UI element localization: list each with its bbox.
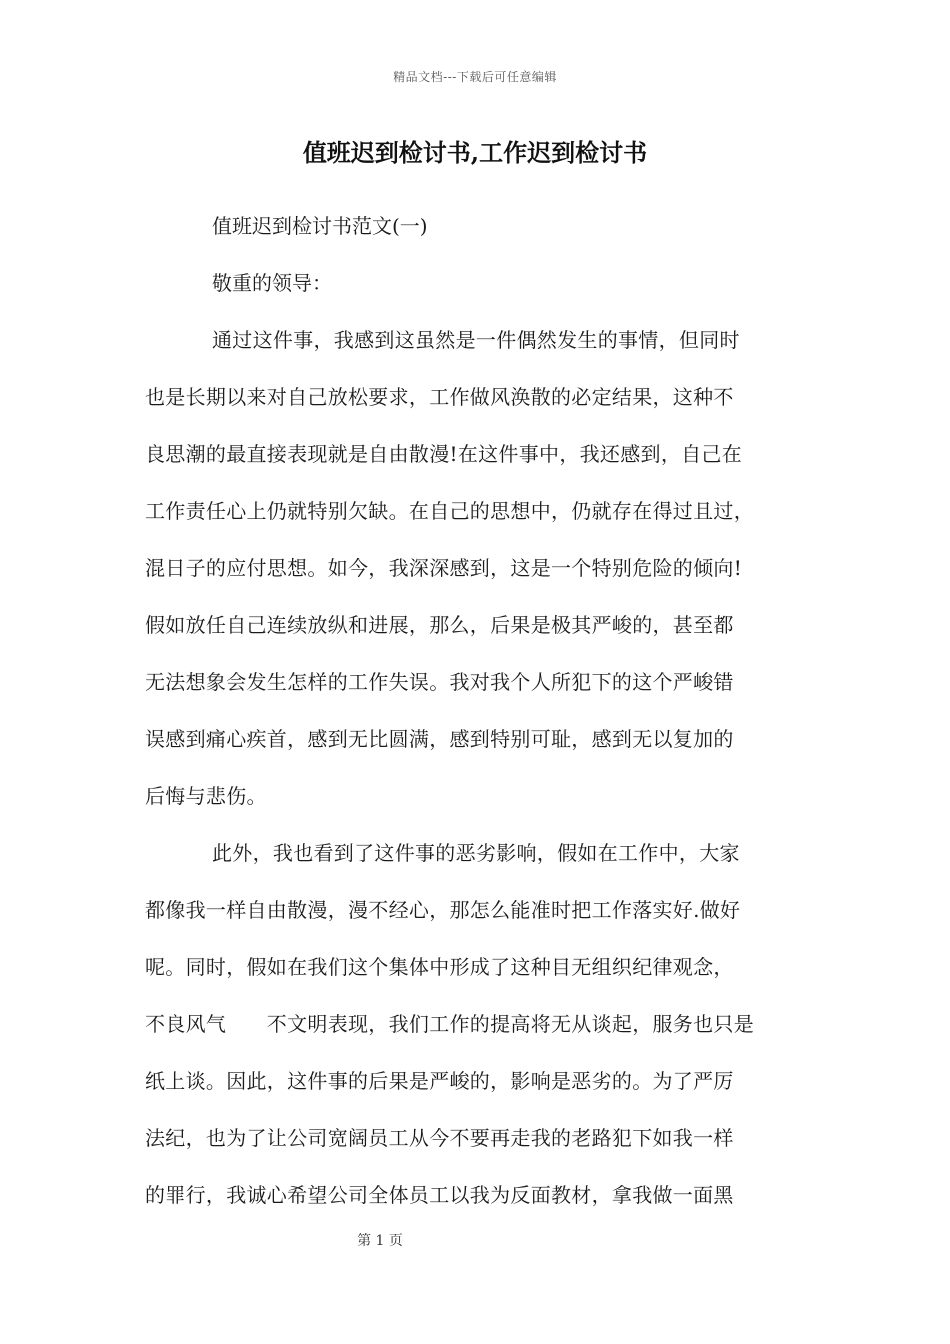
paragraph-line: 混日子的应付思想。如今，我深深感到，这是一个特别危险的倾向! [145, 556, 743, 580]
header-note: 精品文档---下载后可任意编辑 [393, 70, 557, 84]
paragraph-line: 后悔与悲伤。 [145, 784, 267, 808]
paragraph-line: 工作责任心上仍就特别欠缺。在自己的思想中，仍就存在得过且过， [145, 499, 754, 523]
paragraph-line: 无法想象会发生怎样的工作失误。我对我个人所犯下的这个严峻错 [145, 670, 734, 694]
paragraph-line: 误感到痛心疾首，感到无比圆满，感到特别可耻，感到无以复加的 [145, 727, 734, 751]
salutation: 敬重的领导： [212, 271, 332, 295]
section-heading: 值班迟到检讨书范文(一) [212, 214, 428, 238]
paragraph-line: 呢。同时，假如在我们这个集体中形成了这种目无组织纪律观念， [145, 955, 734, 979]
paragraph-line: 通过这件事，我感到这虽然是一件偶然发生的事情，但同时 [212, 328, 740, 352]
paragraph-line: 不良风气 不文明表现，我们工作的提高将无从谈起，服务也只是 [145, 1012, 754, 1036]
page-number: 第 1 页 [357, 1233, 403, 1249]
paragraph-line: 也是长期以来对自己放松要求，工作做风涣散的必定结果，这种不 [145, 385, 734, 409]
paragraph-line: 纸上谈。因此，这件事的后果是严峻的，影响是恶劣的。为了严厉 [145, 1069, 734, 1093]
document-title: 值班迟到检讨书,工作迟到检讨书 [302, 138, 648, 167]
paragraph-line: 假如放任自己连续放纵和进展，那么，后果是极其严峻的，甚至都 [145, 613, 734, 637]
paragraph-line: 良思潮的最直接表现就是自由散漫!在这件事中，我还感到，自己在 [145, 442, 743, 466]
paragraph-line: 此外，我也看到了这件事的恶劣影响，假如在工作中，大家 [212, 841, 740, 865]
paragraph-line: 都像我一样自由散漫，漫不经心，那怎么能准时把工作落实好.做好 [145, 898, 741, 922]
paragraph-line: 的罪行，我诚心希望公司全体员工以我为反面教材，拿我做一面黑 [145, 1183, 734, 1207]
paragraph-line: 法纪，也为了让公司宽阔员工从今不要再走我的老路犯下如我一样 [145, 1126, 734, 1150]
